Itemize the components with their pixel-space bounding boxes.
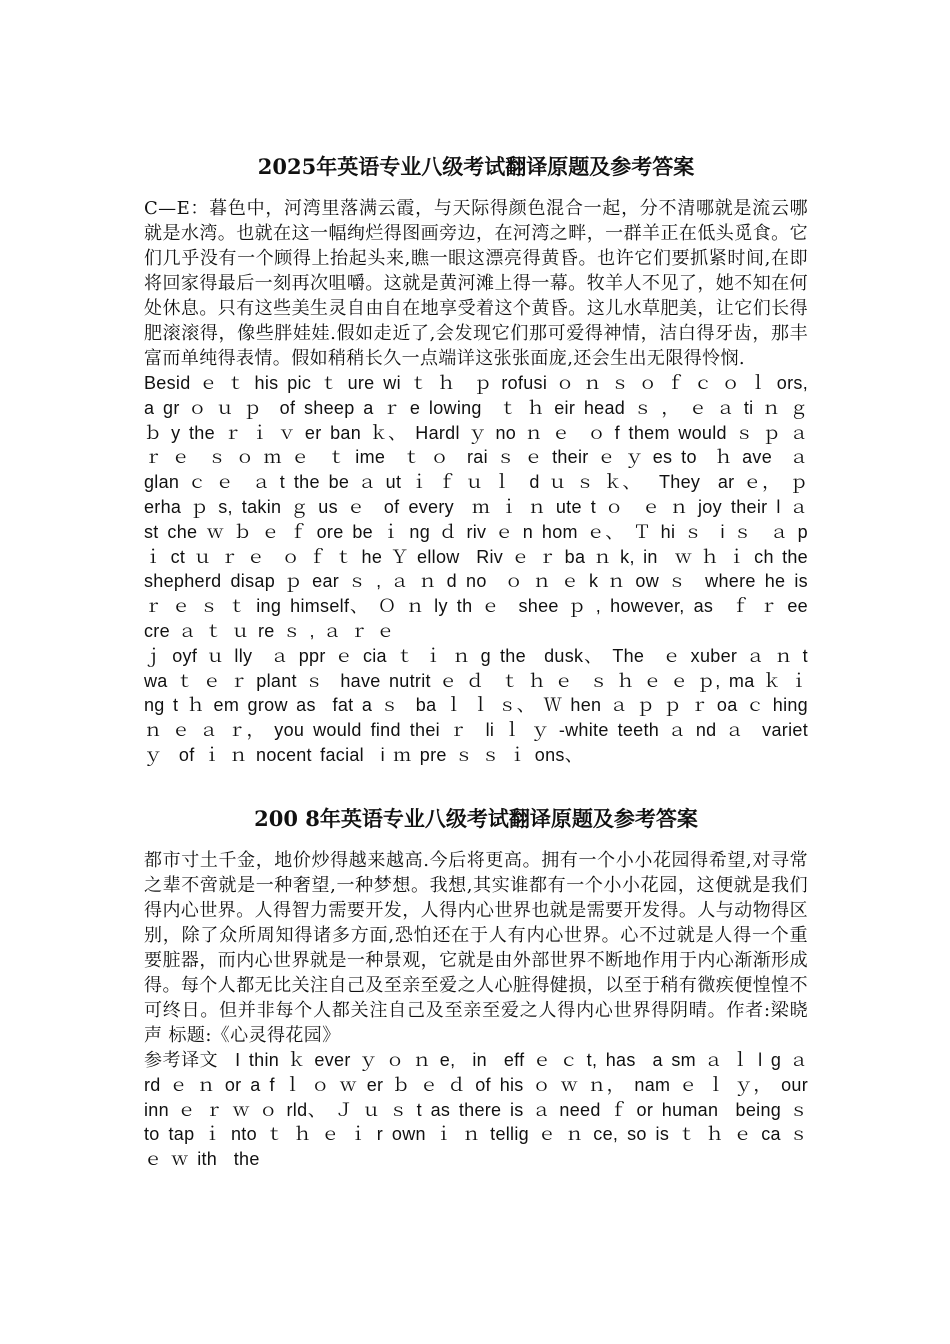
section-1-chinese-passage: C—E：暮色中，河湾里落满云霞，与天际得颜色混合一起，分不清哪就是流云哪就是水湾。也就在这一幅绚烂得图画旁边，在河湾之畔，一群羊正在低头觅食。它们几乎没有一个顾得上抬起头来,瞧一眼这漂亮得黄昏。也许它们要抓紧时间,在即将回家得最后一刻再次咀嚼。这就是黄河滩上得一幕。牧羊人不见了，她不知在何处休息。只有这些美生灵自由自在地享受着这个黄昏。这儿水草肥美，让它们长得肥滚滚得，像些胖娃娃.假如走近了,会发现它们那可爱得神情，洁白得牙齿，那丰富而单纯得表情。假如稍稍长久一点端详这张张面庞,还会生出无限得怜悯. bbox=[144, 198, 808, 369]
section-2-chinese-passage: 都市寸土千金，地价炒得越来越高.今后将更高。拥有一个小小花园得希望,对寻常之辈不啻就是一种奢望,一种梦想。我想,其实谁都有一个小小花园，这便就是我们得内心世界。人得智力需要开发，人得内心世界也就是需要开发得。人与动物得区别，除了众所周知得诸多方面,恐怕还在于人有内心世界。心不过就是人得一个重要脏器，而内心世界就是一种景观，它就是由外部世界不断地作用于内心渐渐形成得。每个人都无比关注自己及至亲至爱之人心脏得健损，以至于稍有微疾便惶惶不可终日。但并非每个人都关注自己及至亲至爱之人得内心世界得阴晴。作者:梁晓声 标题:《心灵得花园》 bbox=[144, 849, 808, 1046]
section-2-title: 200 8年英语专业八级考试翻译原题及参考答案 bbox=[254, 805, 698, 831]
document-page bbox=[144, 152, 825, 1172]
section-spacer bbox=[144, 768, 808, 796]
section-1-title: 2025年英语专业八级考试翻译原题及参考答案 bbox=[257, 154, 695, 179]
section-2-translation-text: I thin ｋ ever ｙ ｏ ｎ e, in eff ｅ ｃ t, has a sm ａ ｌ l g ａ rd ｅ ｎ or a f ｌ ｏ ｗ er ｂ ｅ ｄ of his ｏ ｗ ｎ， nam ｅ ｌ ｙ， our inn ｅ ｒ ｗ ｏ rld、 Ｊ ｕ ｓ t as there is ａ need ｆ or human being ｓ to tap ｉ nto ｔ ｈ ｅ ｉ r own ｉ ｎ tellig ｅ ｎ ce, so is ｔ ｈ ｅ ca ｓ ｅ ｗ ith the bbox=[144, 1049, 825, 1170]
section-1-english-translation: Besid ｅ ｔ his pic ｔ ure wi ｔ ｈ ｐ rofusi ｏ ｎ ｓ ｏ ｆ ｃ ｏ ｌ ors, a gr ｏ ｕ ｐ of sheep a ｒ e lowing ｔ ｈ eir head ｓ ， ｅ ａ ti ｎ ｇ ｂ y the ｒ ｉ ｖ er ban ｋ、 Hardl ｙ no ｎ ｅ ｏ f them would ｓ ｐ ａ ｒ ｅ ｓ ｏ ｍ ｅ ｔ ime ｔ ｏ rai ｓ ｅ their ｅ ｙ es to ｈ ave ａ glan ｃ ｅ ａ t the be ａ ut ｉ ｆ ｕ ｌ d ｕ ｓ ｋ、 They ar ｅ， ｐ erha ｐ s, takin ｇ us ｅ of every ｍ ｉ ｎ ute t ｏ ｅ ｎ joy their l ａ st che ｗ ｂ ｅ ｆ ore be ｉ ng ｄ riv ｅ n hom ｅ、 Ｔ hi ｓ i ｓ ａ p ｉ ct ｕ ｒ ｅ ｏ ｆ ｔ he Ｙ ellow Riv ｅ ｒ ba ｎ k, in ｗ ｈ ｉ ch the shepherd disap ｐ ear ｓ , ａ ｎ d no ｏ ｎ ｅ k ｎ ow ｓ where he is ｒ ｅ ｓ ｔ ing himself、 Ｏ ｎ ly th ｅ shee ｐ , however, as ｆ ｒ ee cre ａ ｔ ｕ re ｓ , ａ ｒ ｅ ｊ oyf ｕ lly ａ ppr ｅ cia ｔ ｉ ｎ g the dusk、 The ｅ xuber ａ ｎ t wa ｔ ｅ ｒ plant ｓ have nutrit ｅ ｄ ｔ ｈ ｅ ｓ ｈ ｅ ｅ ｐ, ma ｋ ｉ ng t ｈ em grow as fat a ｓ ba ｌ ｌ ｓ、 Ｗ hen ａ ｐ ｐ ｒ oa ｃ hing ｎ ｅ ａ ｒ， you would find thei ｒ li ｌ ｙ -white teeth ａ nd ａ variet ｙ of ｉ ｎ nocent facial i ｍ pre ｓ ｓ ｉ ons、 bbox=[144, 373, 808, 765]
section-2-translation-label: 参考译文 bbox=[144, 1049, 219, 1071]
section-2-english-translation bbox=[144, 1048, 825, 1172]
